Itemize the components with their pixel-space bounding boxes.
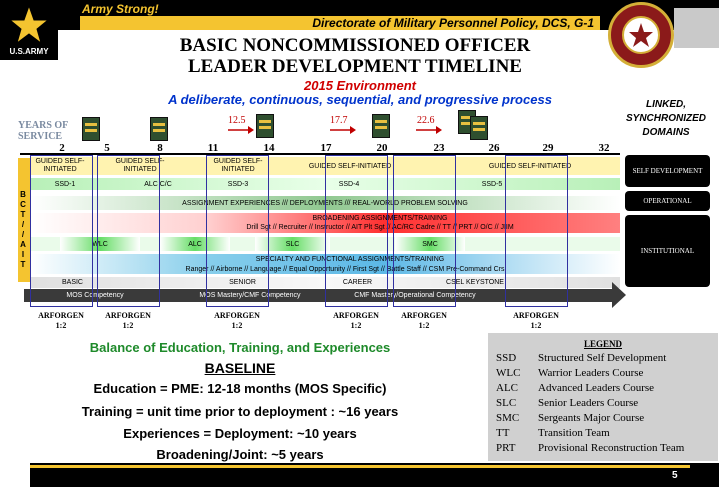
ssd-1: SSD-1: [54, 180, 76, 188]
smc-course: SMC: [395, 237, 465, 251]
mos-mastery: MOS Mastery/CMF Competency: [199, 292, 301, 299]
title-line-1: BASIC NONCOMMISSIONED OFFICER: [179, 35, 531, 56]
tagline: A deliberate, continuous, sequential, and progressive process: [168, 92, 552, 107]
specialty-detail: Ranger // Airborne // Language // Equal Opportunity // First Sgt // Battle Staff // CSM Pre-Command Crs: [185, 265, 505, 273]
army-logo: [0, 0, 58, 60]
environment-subtitle: 2015 Environment: [304, 78, 416, 93]
sgt-rank-insignia-icon: [82, 117, 100, 141]
cmf-mastery: CMF Mastery/Operational Competency: [354, 292, 476, 299]
promotion-average: 12.5: [228, 115, 246, 126]
year-tick: 2: [59, 142, 65, 154]
education-line: Education = PME: 12-18 months (MOS Specific): [93, 381, 387, 396]
linked-domains-label: LINKED, SYNCHRONIZED DOMAINS: [625, 99, 706, 138]
ssd-5: SSD-5: [481, 180, 503, 188]
ssg-rank-insignia-icon: [150, 117, 168, 141]
institutional-domain: INSTITUTIONAL: [625, 215, 710, 287]
footer-gold-strip: [30, 465, 690, 468]
arforgen-window: [393, 155, 456, 307]
directorate-title: Directorate of Military Personnel Policy, DCS, G-1: [312, 16, 594, 30]
arforgen-label: ARFORGEN 1:2: [401, 311, 447, 330]
arforgen-window: [97, 155, 160, 307]
broadening-line: Broadening/Joint: ~5 years: [156, 447, 324, 462]
page-title: [90, 35, 620, 77]
guided-self-initiated: GUIDED SELF-INITIATED: [35, 158, 85, 173]
operational-domain: OPERATIONAL: [625, 191, 710, 211]
legend-item: TT Transition Team: [496, 427, 610, 439]
year-tick: 32: [598, 142, 610, 154]
mos-competency: MOS Competency: [66, 292, 124, 299]
arforgen-window: [30, 155, 93, 307]
army-strong-slogan: Army Strong!: [82, 2, 159, 16]
year-tick: 8: [157, 142, 163, 154]
balance-heading: Balance of Education, Training, and Experiences: [89, 340, 391, 355]
years-of-service-label: YEARS OF SERVICE: [18, 120, 69, 142]
year-tick: 17: [320, 142, 332, 154]
baseline-heading: BASELINE: [204, 360, 276, 376]
promotion-average: 17.7: [330, 115, 348, 126]
army-logo-text: U.S.ARMY: [9, 47, 49, 56]
arforgen-window: [505, 155, 568, 307]
alc-course: ALC: [160, 237, 230, 251]
year-tick: 5: [104, 142, 110, 154]
legend-item: SSD Structured Self Development: [496, 352, 667, 364]
guided-self-initiated: GUIDED SELF-INITIATED: [488, 162, 572, 170]
arforgen-label: ARFORGEN 1:2: [38, 311, 84, 330]
legend-title: LEGEND: [583, 339, 622, 349]
stage-career: CAREER: [342, 279, 373, 286]
year-tick: 11: [207, 142, 219, 154]
legend-item: ALC Advanced Leaders Course: [496, 382, 655, 394]
arforgen-window: [325, 155, 388, 307]
stage-senior: SENIOR: [229, 279, 256, 286]
title-line-2: LEADER DEVELOPMENT TIMELINE: [188, 56, 522, 77]
page-number: 5: [672, 470, 678, 481]
ssd-3: SSD-3: [227, 180, 249, 188]
alc-cc: ALC C/C: [144, 180, 172, 188]
broadening-title: BROADENING ASSIGNMENTS/TRAINING: [312, 214, 448, 222]
pentagon-image: [674, 8, 719, 48]
year-tick: 23: [433, 142, 445, 154]
year-tick: 29: [542, 142, 554, 154]
self-development-domain: SELF DEVELOPMENT: [625, 155, 710, 187]
experiences-line: Experiences = Deployment: ~10 years: [123, 426, 357, 441]
stage-basic: BASIC: [61, 279, 83, 286]
slc-course: SLC: [255, 237, 330, 251]
legend-item: WLC Warrior Leaders Course: [496, 367, 644, 379]
specialty-title: SPECIALTY AND FUNCTIONAL ASSIGNMENTS/TRAINING: [255, 255, 445, 263]
year-tick: 26: [488, 142, 500, 154]
guided-self-initiated: GUIDED SELF-INITIATED: [213, 158, 263, 173]
wlc-course: WLC: [60, 237, 140, 251]
broadening-detail: Drill Sgt // Recruiter // Instructor // AIT Plt Sgt // AC/RC Cadre // TT // PRT // O/C // JIIM: [246, 223, 514, 231]
legend-item: PRT Provisional Reconstruction Team: [496, 442, 685, 454]
stage-csel-keystone: CSEL KEYSTONE: [446, 279, 504, 286]
arforgen-window: [206, 155, 269, 307]
promotion-average: 22.6: [417, 115, 435, 126]
guided-self-initiated: GUIDED SELF-INITIATED: [308, 162, 392, 170]
promotion-arrows: [226, 124, 486, 136]
mastery-arrow-head-icon: [612, 282, 626, 308]
legend-item: SMC Sergeants Major Course: [496, 412, 645, 424]
ssd-4: SSD-4: [338, 180, 360, 188]
legend-item: SLC Senior Leaders Course: [496, 397, 639, 409]
arforgen-label: ARFORGEN 1:2: [214, 311, 260, 330]
assignment-experiences-band: ASSIGNMENT EXPERIENCES /// DEPLOYMENTS /// REAL-WORLD PROBLEM SOLVING: [30, 196, 620, 210]
arforgen-label: ARFORGEN 1:2: [105, 311, 151, 330]
arforgen-label: ARFORGEN 1:2: [333, 311, 379, 330]
bct-ait-label: B C T / / A I T: [20, 190, 26, 269]
year-tick: 20: [376, 142, 388, 154]
arforgen-label: ARFORGEN 1:2: [513, 311, 559, 330]
year-tick: 14: [263, 142, 275, 154]
guided-self-initiated: GUIDED SELF-INITIATED: [115, 158, 165, 173]
legend-box: [488, 333, 718, 461]
training-line: Training = unit time prior to deployment : ~16 years: [81, 404, 399, 419]
